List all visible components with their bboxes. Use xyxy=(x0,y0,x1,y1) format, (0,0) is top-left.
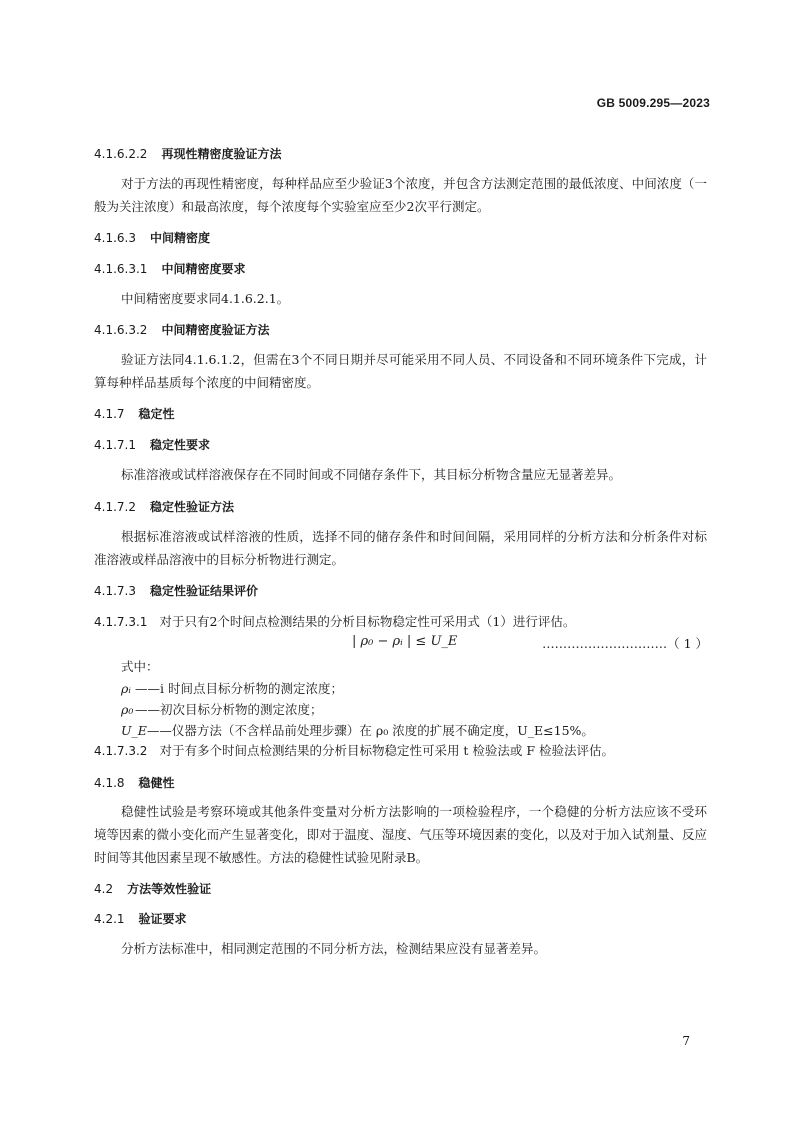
section-title: 稳定性验证方法 xyxy=(149,500,234,514)
section-heading xyxy=(94,321,269,338)
symbol: ρ₀ xyxy=(121,702,134,717)
clause-text: 对于只有2个时间点检测结果的分析目标物稳定性可采用式（1）进行评估。 xyxy=(159,614,576,629)
section-heading xyxy=(94,880,211,897)
section-title: 中间精密度 xyxy=(149,231,210,245)
section-number: 4.2 xyxy=(94,882,114,896)
section-title: 稳定性要求 xyxy=(149,438,210,452)
section-heading xyxy=(94,405,175,422)
section-number: 4.1.6.2.2 xyxy=(94,147,148,161)
definition: ——初次目标分析物的测定浓度； xyxy=(135,702,323,717)
section-number: 4.1.7.3 xyxy=(94,584,136,598)
paragraph: 标准溶液或试样溶液保存在不同时间或不同储存条件下，其目标分析物含量应无显著差异。 xyxy=(121,467,622,482)
clause-4-1-7-3-1 xyxy=(94,612,575,630)
section-heading xyxy=(94,910,187,927)
section-number: 4.2.1 xyxy=(94,912,125,926)
where-item xyxy=(121,721,594,739)
section-heading xyxy=(94,436,210,453)
standard-code: GB 5009.295—2023 xyxy=(596,96,710,110)
section-title: 稳定性验证结果评价 xyxy=(149,584,258,598)
section-heading xyxy=(94,145,281,162)
paragraph: 验证方法同4.1.6.1.2，但需在3个不同日期并尽可能采用不同人员、不同设备和不同环境条件下完成，计算每种样品基质每个浓度的中间精密度。 xyxy=(94,352,707,390)
section-number: 4.1.7 xyxy=(94,407,125,421)
section-heading xyxy=(94,498,234,515)
section-number: 4.1.7.1 xyxy=(94,438,136,452)
section-title: 稳定性 xyxy=(138,407,175,421)
page-number: 7 xyxy=(682,1034,690,1048)
where-item xyxy=(121,700,323,718)
formula-expression: | ρ₀ − ρᵢ | ≤ U_E xyxy=(352,634,458,649)
section-heading xyxy=(94,229,210,246)
section-title: 再现性精密度验证方法 xyxy=(161,147,282,161)
section-title: 中间精密度验证方法 xyxy=(161,323,270,337)
section-title: 方法等效性验证 xyxy=(127,882,212,896)
section-number: 4.1.6.3.1 xyxy=(94,262,148,276)
definition: ——i 时间点目标分析物的测定浓度； xyxy=(135,681,343,696)
section-title: 中间精密度要求 xyxy=(161,262,246,276)
section-heading xyxy=(94,260,245,277)
symbol: ρᵢ xyxy=(121,681,131,696)
where-intro: 式中： xyxy=(121,659,159,674)
section-number: 4.1.6.3 xyxy=(94,231,136,245)
section-title: 验证要求 xyxy=(138,912,187,926)
section-heading xyxy=(94,774,175,791)
paragraph: 对于方法的再现性精密度，每种样品应至少验证3个浓度，并包含方法测定范围的最低浓度、中间浓度（一般为关注浓度）和最高浓度，每个浓度每个实验室应至少2次平行测定。 xyxy=(94,176,707,214)
paragraph: 中间精密度要求同4.1.6.2.1。 xyxy=(121,291,290,306)
clause-number: 4.1.7.3.2 xyxy=(94,744,148,758)
symbol: U_E xyxy=(121,723,147,738)
formula-number: …………………………（ 1 ） xyxy=(542,636,708,651)
section-number: 4.1.8 xyxy=(94,776,125,790)
where-item xyxy=(121,679,343,697)
section-number: 4.1.7.2 xyxy=(94,500,136,514)
clause-4-1-7-3-2 xyxy=(94,741,614,759)
clause-number: 4.1.7.3.1 xyxy=(94,615,148,629)
clause-text: 对于有多个时间点检测结果的分析目标物稳定性可采用 t 检验法或 F 检验法评估。 xyxy=(159,743,615,758)
paragraph: 根据标准溶液或试样溶液的性质，选择不同的储存条件和时间间隔，采用同样的分析方法和分析条件对标准溶液或样品溶液中的目标分析物进行测定。 xyxy=(94,529,707,567)
paragraph: 稳健性试验是考察环境或其他条件变量对分析方法影响的一项检验程序，一个稳健的分析方法应该不受环境等因素的微小变化而产生显著变化，即对于温度、湿度、气压等环境因素的变化，以及对于加入试剂量、反应时间等其他因素呈现不敏感性。方法的稳健性试验见附录B。 xyxy=(94,804,707,865)
section-number: 4.1.6.3.2 xyxy=(94,323,148,337)
paragraph: 分析方法标准中，相同测定范围的不同分析方法，检测结果应没有显著差异。 xyxy=(121,941,547,956)
definition: ——仪器方法（不含样品前处理步骤）在 ρ₀ 浓度的扩展不确定度，U_E≤15%。 xyxy=(146,723,594,738)
section-title: 稳健性 xyxy=(138,776,175,790)
section-heading xyxy=(94,582,258,599)
